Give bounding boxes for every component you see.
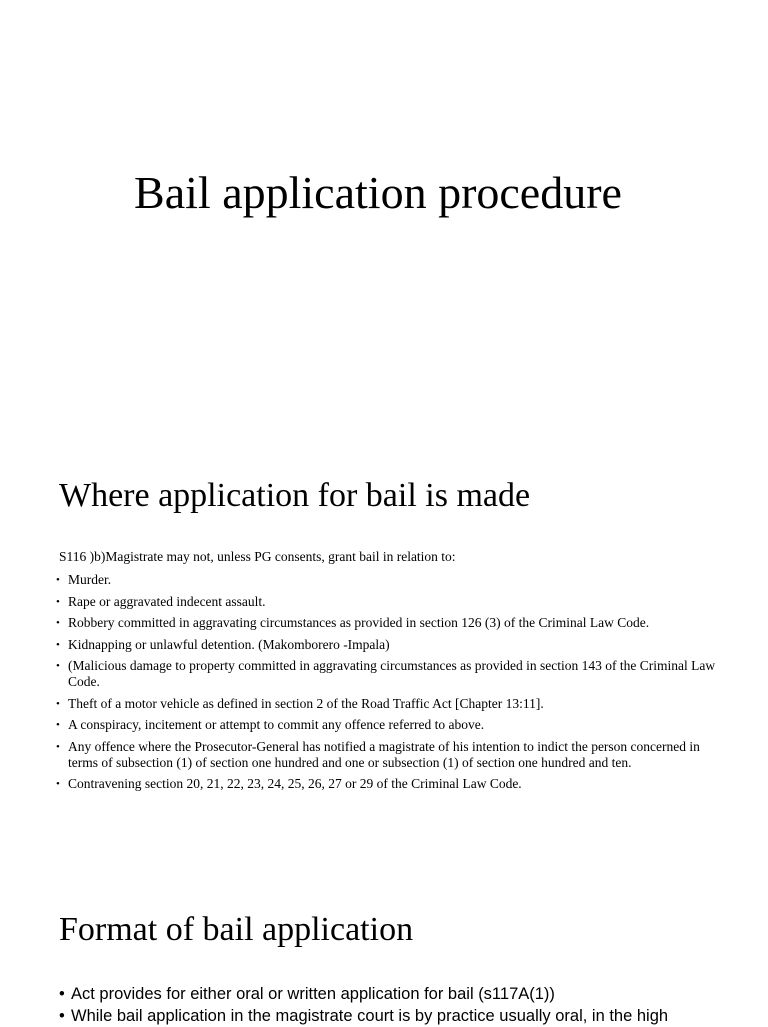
offence-bullet-list [56,572,716,798]
list-item [56,696,716,712]
list-item [56,739,716,771]
list-item [59,983,739,1005]
list-item-text: Robbery committed in aggravating circumstances as provided in section 126 (3) of the Criminal Law Code. [68,615,650,630]
bullet-icon: • [56,638,60,651]
list-item-text: Kidnapping or unlawful detention. (Makomborero -Impala) [68,636,390,652]
bullet-icon: • [56,574,60,586]
format-bullet-list [59,983,739,1027]
where-application-heading: Where application for bail is made [59,477,531,514]
bullet-icon: • [59,1007,65,1025]
list-item-text: A conspiracy, incitement or attempt to commit any offence referred to above. [68,717,485,732]
list-item [56,615,716,631]
bullet-icon: • [56,740,60,753]
list-item [56,717,716,733]
presentation-title: Bail application procedure [134,167,622,218]
bullet-icon: • [59,985,65,1003]
bullet-icon: • [56,719,60,731]
list-item [56,637,716,653]
list-item-text: Act provides for either oral or written application for bail (s117A(1)) [71,985,555,1003]
list-item-text: Any offence where the Prosecutor-General has notified a magistrate of his intention to indict the person concerned in terms of subsection (1) of section one hundred and one or subsection (1) of section one hundred and ten. [68,738,700,770]
bullet-icon: • [56,595,60,608]
list-item-text: While bail application in the magistrate court is by practice usually oral, in the high [71,1007,669,1025]
title-slide [0,0,768,432]
list-item [56,572,716,588]
list-item-text: Theft of a motor vehicle as defined in section 2 of the Road Traffic Act [Chapter 13:11]. [68,695,544,711]
where-intro-text: S116 )b)Magistrate may not, unless PG consents, grant bail in relation to: [59,549,456,564]
bullet-icon: • [56,617,60,629]
list-item [56,776,716,792]
list-item-text: Murder. [68,572,112,587]
format-application-heading: Format of bail application [59,911,414,948]
bullet-icon: • [56,660,60,672]
bullet-icon: • [56,778,60,790]
list-item [56,658,716,690]
bullet-icon: • [56,697,60,710]
list-item-text: (Malicious damage to property committed in aggravating circumstances as provided in section 143 of the Criminal Law Code. [68,658,716,689]
list-item [56,594,716,610]
list-item-text: Contravening section 20, 21, 22, 23, 24, 25, 26, 27 or 29 of the Criminal Law Code. [68,776,522,791]
list-item-text: Rape or aggravated indecent assault. [68,593,266,609]
